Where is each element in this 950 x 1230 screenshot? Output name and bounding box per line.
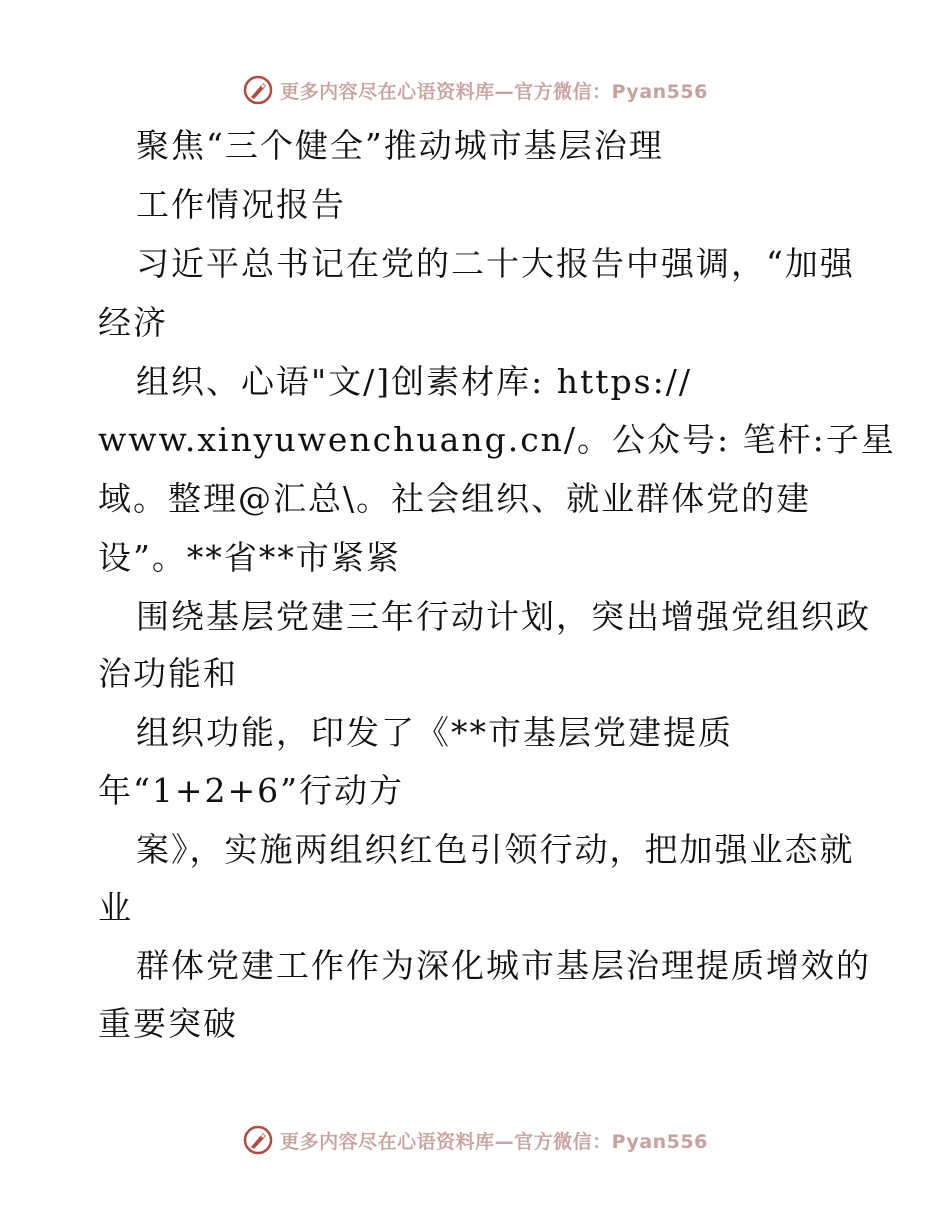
doc-text-line: www.xinyuwenchuang.cn/。公众号: 笔杆:子星 [98,420,896,459]
doc-text-line: 治功能和 [98,654,238,693]
doc-text-line: 组织、心语"文/]创素材库: https:// [136,362,692,401]
pen-nib-logo-icon [242,1124,274,1156]
doc-text-line: 组织功能，印发了《**市基层党建提质 [136,713,733,752]
doc-text-line: 域。整理@汇总\。社会组织、就业群体党的建 [98,479,812,518]
doc-text-line: 案》，实施两组织红色引领行动，把加强业态就 [136,830,855,869]
doc-subtitle-line: 工作情况报告 [136,185,346,224]
doc-text-line: 群体党建工作作为深化城市基层治理提质增效的 [136,946,871,985]
doc-text-line: 重要突破 [98,1004,238,1043]
doc-text-line: 年“1+2+6”行动方 [98,771,405,810]
doc-text-line: 经济 [98,303,168,342]
doc-text-line: 习近平总书记在党的二十大报告中强调，“加强 [136,244,855,283]
banner-text: 更多内容尽在心语资料库—官方微信：Pyan556 [280,80,708,103]
pen-nib-logo-icon [242,74,274,106]
footer-banner [0,1120,950,1160]
doc-text-line: 设”。**省**市紧紧 [98,538,401,577]
doc-text-line: 业 [98,888,133,927]
banner-text: 更多内容尽在心语资料库—官方微信：Pyan556 [280,1130,708,1153]
header-banner [0,70,950,110]
doc-text-line: 围绕基层党建三年行动计划，突出增强党组织政 [136,597,871,636]
doc-title-line: 聚焦“三个健全”推动城市基层治理 [136,126,664,165]
